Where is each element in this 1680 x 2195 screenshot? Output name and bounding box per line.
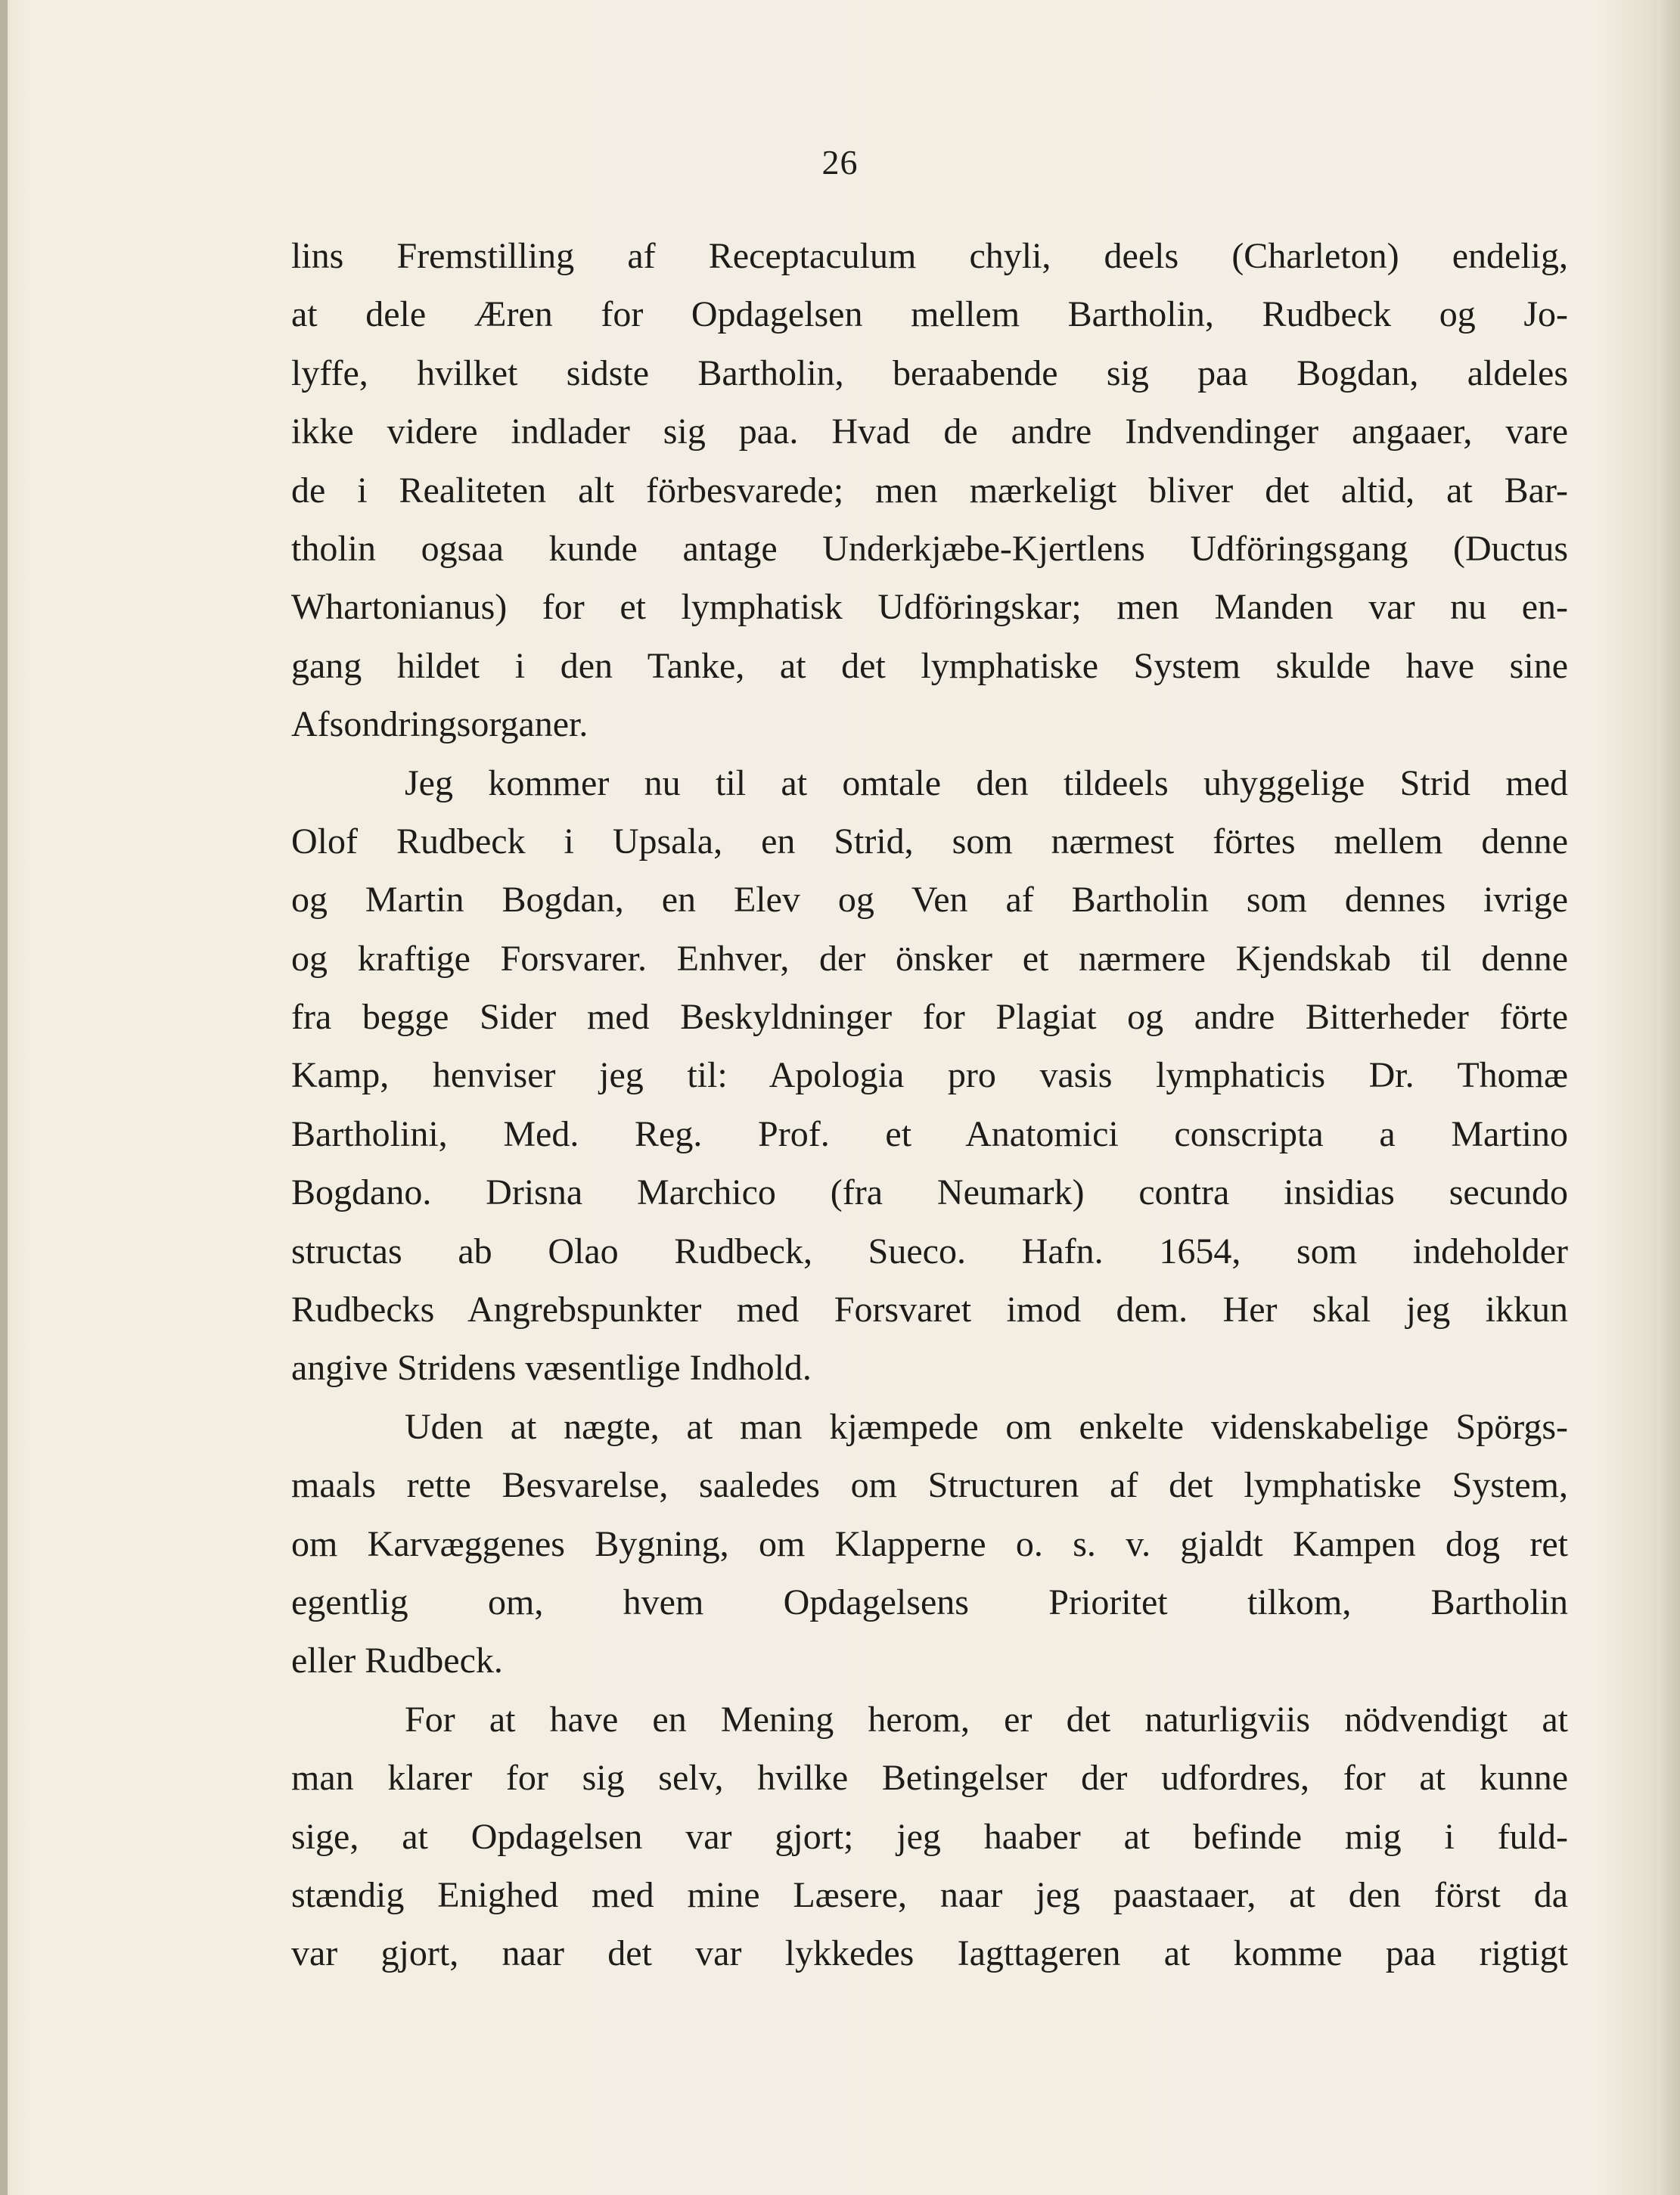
text-line: angive Stridens væsentlige Indhold.	[291, 1348, 812, 1389]
text-line: Bogdano. Drisna Marchico (fra Neumark) contra insidias secundo	[291, 1172, 1568, 1213]
text-line: at dele Æren for Opdagelsen mellem Bartholin, Rudbeck og Jo-	[291, 294, 1568, 335]
text-line: Afsondringsorganer.	[291, 704, 588, 745]
text-line: structas ab Olao Rudbeck, Sueco. Hafn. 1654, som indeholder	[291, 1231, 1568, 1271]
text-line: de i Realiteten alt förbesvarede; men mærkeligt bliver det altid, at Bar-	[291, 470, 1568, 511]
text-line: Uden at nægte, at man kjæmpede om enkelte videnskabelige Spörgs-	[405, 1406, 1568, 1447]
text-line: var gjort, naar det var lykkedes Iagttageren at komme paa rigtigt	[291, 1933, 1568, 1974]
text-line: gang hildet i den Tanke, at det lymphatiske System skulde have sine	[291, 645, 1568, 686]
text-line: og Martin Bogdan, en Elev og Ven af Bartholin som dennes ivrige	[291, 880, 1568, 921]
text-line: lyffe, hvilket sidste Bartholin, beraabende sig paa Bogdan, aldeles	[291, 352, 1568, 393]
text-line: fra begge Sider med Beskyldninger for Plagiat og andre Bitterheder förte	[291, 997, 1568, 1038]
text-line: egentlig om, hvem Opdagelsens Prioritet tilkom, Bartholin	[291, 1582, 1568, 1622]
text-line: stændig Enighed med mine Læsere, naar jeg paastaaer, at den först da	[291, 1874, 1568, 1915]
text-line: Rudbecks Angrebspunkter med Forsvaret imod dem. Her skal jeg ikkun	[291, 1290, 1568, 1330]
text-line: maals rette Besvarelse, saaledes om Structuren af det lymphatiske System,	[291, 1465, 1568, 1506]
body-text	[291, 227, 1568, 1983]
text-line: Kamp, henviser jeg til: Apologia pro vasis lymphaticis Dr. Thomæ	[291, 1055, 1568, 1096]
text-line: lins Fremstilling af Receptaculum chyli, deels (Charleton) endelig,	[291, 236, 1568, 276]
text-line: Bartholini, Med. Reg. Prof. et Anatomici conscripta a Martino	[291, 1113, 1568, 1154]
text-line: tholin ogsaa kunde antage Underkjæbe-Kjertlens Udföringsgang (Ductus	[291, 528, 1568, 569]
text-line: eller Rudbeck.	[291, 1641, 503, 1681]
page-right-edge	[1657, 0, 1680, 2195]
text-line: og kraftige Forsvarer. Enhver, der önsker et nærmere Kjendskab til denne	[291, 938, 1568, 979]
text-line: Jeg kommer nu til at omtale den tildeels uhyggelige Strid med	[405, 762, 1568, 803]
text-line: For at have en Mening herom, er det naturligviis nödvendigt at	[405, 1699, 1568, 1740]
text-line: sige, at Opdagelsen var gjort; jeg haaber at befinde mig i fuld-	[291, 1816, 1568, 1857]
text-line: man klarer for sig selv, hvilke Betingelser der udfordres, for at kunne	[291, 1758, 1568, 1799]
text-line: om Karvæggenes Bygning, om Klapperne o. s. v. gjaldt Kampen dog ret	[291, 1523, 1568, 1564]
text-line: ikke videre indlader sig paa. Hvad de andre Indvendinger angaaer, vare	[291, 411, 1568, 452]
page-left-edge	[0, 0, 8, 2195]
page-number: 26	[821, 143, 859, 182]
text-line: Whartonianus) for et lymphatisk Udföringskar; men Manden var nu en-	[291, 587, 1568, 628]
text-line: Olof Rudbeck i Upsala, en Strid, som nærmest förtes mellem denne	[291, 821, 1568, 862]
